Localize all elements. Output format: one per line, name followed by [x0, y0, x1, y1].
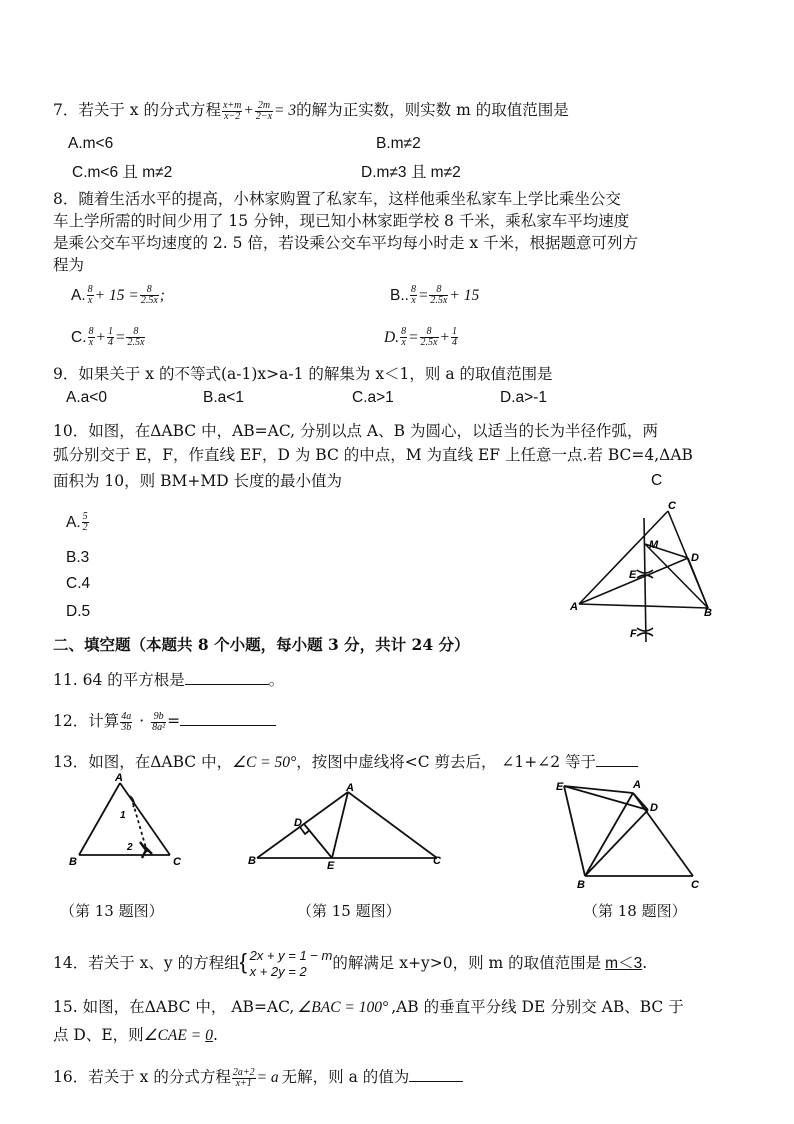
q8-option-c[interactable]: C. $\frac{8}{x}$ + $\frac{1}{4}$ = $\frac{8}{2.5x}$ [71, 326, 145, 349]
q8-stem-line2: 车上学所需的时间少用了 15 分钟，现已知小林家距学校 8 千米，乘私家车平均速度 [53, 212, 630, 230]
q7-option-a[interactable]: A.m<6 [68, 135, 114, 152]
q10-line-ef [644, 518, 646, 642]
q16-stem: 16．若关于 x 的分式方程 $\frac{2a+2}{x+1}$ = a 无解，则 a 的值为 [53, 1065, 463, 1089]
q13-answer-blank[interactable] [596, 750, 638, 767]
q8-option-d[interactable]: D. $\frac{8}{x}$ = $\frac{8}{2.5x}$ + $\frac{1}{4}$ [384, 326, 457, 349]
fig13-label-c: C [173, 856, 181, 868]
fig18-label-c: C [691, 879, 699, 890]
q11-answer-blank[interactable] [185, 668, 269, 685]
fig13-label-a: A [115, 772, 123, 784]
q10-option-a[interactable]: A. $\frac{5}{2}$ [66, 511, 88, 534]
q9-option-d[interactable]: D.a>-1 [500, 389, 547, 406]
q10-figure [560, 498, 720, 646]
q10-label-m: M [649, 539, 659, 551]
fig15-label-e: E [327, 860, 335, 870]
q8-stem-line3: 是乘公交车平均速度的 2. 5 倍，若设乘公交车平均每小时走 x 千米，根据题意可列方 [53, 234, 639, 252]
q15-answer: 0 [205, 1027, 213, 1044]
fig15-label-b: B [248, 855, 256, 867]
q10-stem-line1: 10．如图，在ΔABC 中，AB=AC, 分别以点 A、B 为圆心，以适当的长为半径作弧，两 [53, 422, 658, 440]
fig18-label-d: D [650, 802, 658, 814]
q10-stem-line2: 弧分别交于 E，F，作直线 EF，D 为 BC 的中点，M 为直线 EF 上任意一点.若 BC=4,ΔAB [53, 446, 693, 464]
fig13-caption: （第 13 题图） [60, 902, 164, 920]
q13-stem: 13．如图，在ΔABC 中，∠C = 50°，按图中虚线将<C 剪去后， ∠1+∠2 等于 [53, 750, 638, 774]
q7-option-d[interactable]: D.m≠3 且 m≠2 [361, 164, 461, 181]
q9-stem: 9．如果关于 x 的不等式(a-1)x>a-1 的解集为 x＜1，则 a 的取值范围是 [53, 365, 553, 383]
q10-stem-line3: 面积为 10，则 BM+MD 长度的最小值为 [53, 472, 343, 490]
q10-arc-f2 [637, 633, 653, 636]
fig13-label-1: 1 [120, 810, 126, 821]
q8-option-a[interactable]: A. $\frac{8}{x}$ + 15 = $\frac{8}{2.5x}$ ; [71, 284, 165, 307]
q8-stem-line4: 程为 [53, 256, 85, 274]
q7-fraction-2: $\frac{2m}{2-x}$ [255, 99, 273, 122]
q12-stem: 12．计算 $\frac{4a}{3b}$ · $\frac{9b}{\text{8a²}}$ = [53, 709, 276, 733]
fig15-label-a: A [346, 782, 354, 794]
q15-stem-line2: 点 D、E，则∠CAE = 0. [53, 1026, 218, 1044]
q10-label-c: C [668, 500, 676, 512]
q10-side-ab [579, 604, 708, 608]
section-2-heading: 二、填空题（本题共 8 个小题，每小题 3 分，共计 24 分） [53, 635, 470, 654]
fig15 [240, 780, 450, 870]
q8-option-b[interactable]: B.. $\frac{8}{x}$ = $\frac{8}{2.5x}$ + 15 [390, 284, 480, 307]
q9-option-b[interactable]: B.a<1 [203, 389, 244, 406]
q11-stem: 11. 64 的平方根是 。 [53, 668, 284, 691]
fig13-label-2: 2 [127, 842, 133, 853]
q10-segment-ad [579, 558, 688, 604]
q10-side-ac [579, 511, 668, 604]
q14-equation-system: { 2x + y = 1 − m x + 2y = 2 [239, 948, 333, 979]
fig18-label-a: A [633, 779, 641, 791]
q7-option-c[interactable]: C.m<6 且 m≠2 [72, 164, 173, 181]
q14-answer: m＜3 [605, 955, 643, 972]
q15-stem-line1: 15. 如图，在ΔABC 中， AB=AC, ∠BAC = 100° ,AB 的垂直平分线 DE 分别交 AB、BC 于 [53, 998, 684, 1016]
q10-label-d: D [691, 552, 699, 564]
fig15-caption: （第 15 题图） [297, 902, 401, 920]
fig18-label-b: B [577, 879, 585, 890]
q14-stem: 14．若关于 x、y 的方程组 { 2x + y = 1 − m x + 2y = 2 的解满足 x+y>0，则 m 的取值范围是 m＜3. [53, 948, 648, 979]
q9-option-c[interactable]: C.a>1 [352, 389, 394, 406]
q7-fraction-1: $\frac{x+m}{x-2}$ [222, 99, 242, 122]
fig18-label-e: E [556, 781, 564, 793]
q12-answer-blank[interactable] [180, 709, 276, 726]
q9-option-a[interactable]: A.a<0 [66, 389, 107, 406]
q10-label-e: E [629, 569, 637, 581]
fig13 [60, 770, 190, 870]
q10-label-a: A [570, 601, 578, 613]
q8-stem-line1: 8．随着生活水平的提高，小林家购置了私家车，这样他乘坐私家车上学比乘坐公交 [53, 190, 621, 208]
q10-label-b: B [704, 607, 712, 619]
fig18 [545, 774, 715, 890]
q10-option-d[interactable]: D.5 [66, 603, 91, 620]
q7-option-b[interactable]: B.m≠2 [376, 135, 421, 152]
fig15-label-c: C [433, 855, 441, 867]
q10-stem-tail: C [651, 472, 663, 489]
fig15-label-d: D [294, 817, 302, 829]
fig13-label-b: B [69, 856, 77, 868]
q16-answer-blank[interactable] [409, 1065, 463, 1082]
q10-option-c[interactable]: C.4 [66, 575, 91, 592]
fig18-caption: （第 18 题图） [583, 902, 687, 920]
q10-option-b[interactable]: B.3 [66, 549, 90, 566]
q10-segment-bd [688, 558, 708, 608]
q7-stem: 7．若关于 x 的分式方程 $\frac{x+m}{x-2}$ + $\frac{2m}{2-x}$ = 3的解为正实数，则实数 m 的取值范围是 [53, 99, 569, 122]
q10-label-f: F [630, 628, 637, 640]
